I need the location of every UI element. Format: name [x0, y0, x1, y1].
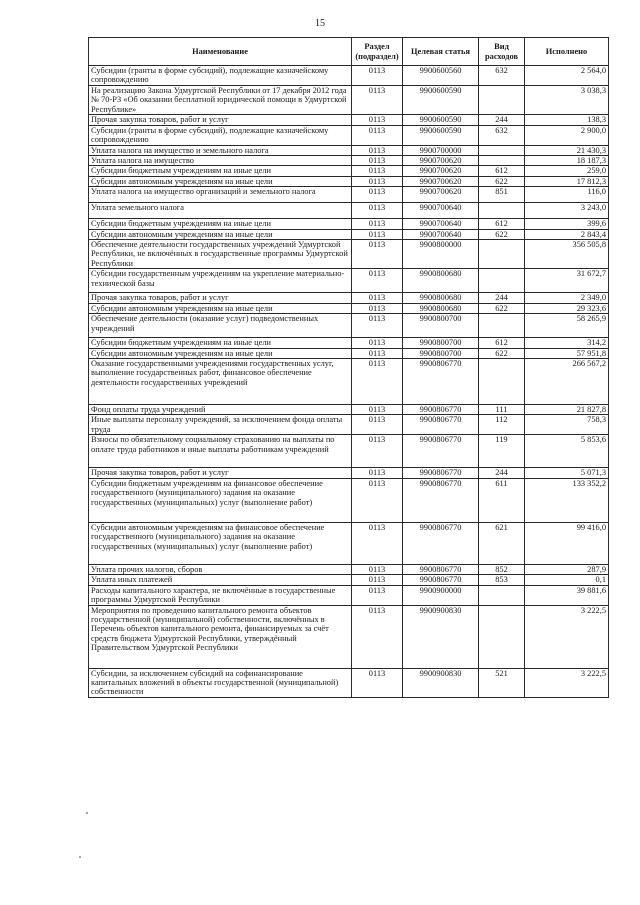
row-expense-type: 632: [479, 125, 525, 145]
row-expense-type: [479, 269, 525, 293]
row-expense-type: 612: [479, 219, 525, 229]
budget-execution-table: [88, 37, 609, 698]
row-section: 0113: [352, 415, 403, 435]
row-target-article: 9900800680: [403, 303, 479, 313]
row-expense-type: 244: [479, 293, 525, 303]
row-target-article: 9900800700: [403, 314, 479, 338]
table-row: [89, 564, 609, 574]
row-name: Уплата земельного налога: [89, 203, 352, 219]
row-expense-type: 622: [479, 348, 525, 358]
row-target-article: 9900806770: [403, 478, 479, 522]
row-name: Прочая закупка товаров, работ и услуг: [89, 115, 352, 125]
row-section: 0113: [352, 219, 403, 229]
table-row: [89, 468, 609, 478]
row-expense-type: 622: [479, 176, 525, 186]
row-expense-type: [479, 240, 525, 269]
row-target-article: 9900700620: [403, 187, 479, 203]
row-name: Субсидии, за исключением субсидий на софинансирование капитальных вложений в объекты государственной (муниципальной) собственности: [89, 668, 352, 697]
table-row: [89, 66, 609, 86]
row-expense-type: 853: [479, 575, 525, 585]
table-row: [89, 156, 609, 166]
row-section: 0113: [352, 176, 403, 186]
row-executed-amount: 58 265,9: [525, 314, 609, 338]
row-section: 0113: [352, 86, 403, 115]
row-expense-type: 632: [479, 66, 525, 86]
row-section: 0113: [352, 240, 403, 269]
row-expense-type: 621: [479, 522, 525, 564]
row-name: Субсидии (гранты в форме субсидий), подлежащие казначейскому сопровождению: [89, 125, 352, 145]
row-section: 0113: [352, 229, 403, 239]
row-executed-amount: 266 567,2: [525, 358, 609, 404]
row-target-article: 9900700640: [403, 229, 479, 239]
row-section: 0113: [352, 156, 403, 166]
row-name: Уплата прочих налогов, сборов: [89, 564, 352, 574]
row-section: 0113: [352, 66, 403, 86]
row-executed-amount: 356 505,8: [525, 240, 609, 269]
row-name: Прочая закупка товаров, работ и услуг: [89, 293, 352, 303]
row-name: Уплата налога на имущество организаций и земельного налога: [89, 187, 352, 203]
row-executed-amount: 138,3: [525, 115, 609, 125]
row-section: 0113: [352, 522, 403, 564]
row-target-article: 9900700620: [403, 166, 479, 176]
row-expense-type: 622: [479, 229, 525, 239]
table-row: [89, 348, 609, 358]
table-row: [89, 293, 609, 303]
table-row: [89, 203, 609, 219]
row-executed-amount: 2 349,0: [525, 293, 609, 303]
table-row: [89, 605, 609, 668]
row-target-article: 9900700640: [403, 219, 479, 229]
row-target-article: 9900806770: [403, 564, 479, 574]
row-target-article: 9900700640: [403, 203, 479, 219]
header-section: Раздел (подраздел): [352, 38, 403, 66]
row-name: Субсидии автономным учреждениям на иные цели: [89, 229, 352, 239]
table-row: [89, 415, 609, 435]
row-expense-type: 244: [479, 468, 525, 478]
row-target-article: 9900806770: [403, 358, 479, 404]
row-section: 0113: [352, 125, 403, 145]
row-expense-type: 119: [479, 435, 525, 468]
table-row: [89, 522, 609, 564]
header-target-article: Целевая статья: [403, 38, 479, 66]
scan-speck: [79, 856, 81, 858]
row-expense-type: 611: [479, 478, 525, 522]
table-row: [89, 176, 609, 186]
row-executed-amount: 29 323,6: [525, 303, 609, 313]
row-executed-amount: 3 243,0: [525, 203, 609, 219]
row-target-article: 9900700620: [403, 176, 479, 186]
row-name: Субсидии (гранты в форме субсидий), подлежащие казначейскому сопровождению: [89, 66, 352, 86]
row-expense-type: 612: [479, 166, 525, 176]
table-row: [89, 575, 609, 585]
row-section: 0113: [352, 203, 403, 219]
row-name: Прочая закупка товаров, работ и услуг: [89, 468, 352, 478]
row-executed-amount: 2 900,0: [525, 125, 609, 145]
row-target-article: 9900806770: [403, 575, 479, 585]
row-executed-amount: 99 416,0: [525, 522, 609, 564]
row-section: 0113: [352, 478, 403, 522]
row-name: Субсидии бюджетным учреждениям на иные цели: [89, 219, 352, 229]
row-expense-type: 851: [479, 187, 525, 203]
row-expense-type: 622: [479, 303, 525, 313]
row-expense-type: [479, 86, 525, 115]
table-body: [89, 66, 609, 698]
row-section: 0113: [352, 435, 403, 468]
row-name: Обеспечение деятельности (оказание услуг) подведомственных учреждений: [89, 314, 352, 338]
row-section: 0113: [352, 314, 403, 338]
row-executed-amount: 21 827,8: [525, 404, 609, 414]
row-target-article: 9900800700: [403, 348, 479, 358]
row-executed-amount: 18 187,3: [525, 156, 609, 166]
row-target-article: 9900900830: [403, 668, 479, 697]
table-row: [89, 187, 609, 203]
row-expense-type: [479, 145, 525, 155]
row-section: 0113: [352, 115, 403, 125]
table-header-row: [89, 38, 609, 66]
row-executed-amount: 3 222,5: [525, 605, 609, 668]
row-executed-amount: 57 951,8: [525, 348, 609, 358]
row-target-article: 9900800680: [403, 293, 479, 303]
row-section: 0113: [352, 358, 403, 404]
row-target-article: 9900700620: [403, 156, 479, 166]
row-executed-amount: 2 564,0: [525, 66, 609, 86]
row-name: Субсидии бюджетным учреждениям на иные цели: [89, 166, 352, 176]
row-target-article: 9900806770: [403, 435, 479, 468]
row-executed-amount: 758,3: [525, 415, 609, 435]
table-row: [89, 668, 609, 697]
row-name: Субсидии автономным учреждениям на иные цели: [89, 303, 352, 313]
row-executed-amount: 2 843,4: [525, 229, 609, 239]
table-row: [89, 314, 609, 338]
row-section: 0113: [352, 404, 403, 414]
row-expense-type: 521: [479, 668, 525, 697]
row-executed-amount: 314,2: [525, 338, 609, 348]
row-expense-type: [479, 605, 525, 668]
row-executed-amount: 0,1: [525, 575, 609, 585]
row-name: Фонд оплаты труда учреждений: [89, 404, 352, 414]
header-expense-type: Вид расходов: [479, 38, 525, 66]
row-target-article: 9900600590: [403, 115, 479, 125]
row-target-article: 9900806770: [403, 404, 479, 414]
table-row: [89, 404, 609, 414]
row-executed-amount: 3 038,3: [525, 86, 609, 115]
row-expense-type: 612: [479, 338, 525, 348]
row-section: 0113: [352, 166, 403, 176]
table-row: [89, 166, 609, 176]
row-section: 0113: [352, 605, 403, 668]
row-expense-type: [479, 314, 525, 338]
row-section: 0113: [352, 145, 403, 155]
table-row: [89, 358, 609, 404]
row-section: 0113: [352, 187, 403, 203]
table-row: [89, 240, 609, 269]
row-name: На реализацию Закона Удмуртской Республики от 17 декабря 2012 года № 70-РЗ «Об оказании бесплатной юридической помощи в Удмуртской Республике»: [89, 86, 352, 115]
row-name: Взносы по обязательному социальному страхованию на выплаты по оплате труда работников и иные выплаты работникам учреждений: [89, 435, 352, 468]
row-target-article: 9900600590: [403, 86, 479, 115]
row-target-article: 9900806770: [403, 415, 479, 435]
table-row: [89, 86, 609, 115]
row-name: Уплата налога на имущество и земельного налога: [89, 145, 352, 155]
row-target-article: 9900806770: [403, 522, 479, 564]
row-expense-type: [479, 203, 525, 219]
row-name: Иные выплаты персоналу учреждений, за исключением фонда оплаты труда: [89, 415, 352, 435]
row-section: 0113: [352, 293, 403, 303]
row-name: Субсидии государственным учреждениям на укрепление материально-технической базы: [89, 269, 352, 293]
row-target-article: 9900600560: [403, 66, 479, 86]
header-name: Наименование: [89, 38, 352, 66]
row-target-article: 9900800700: [403, 338, 479, 348]
row-target-article: 9900700000: [403, 145, 479, 155]
row-executed-amount: 399,6: [525, 219, 609, 229]
row-name: Субсидии автономным учреждениям на финансовое обеспечение государственного (муниципального) задания на оказание государственных (муниципальных) услуг (выполнение работ): [89, 522, 352, 564]
row-name: Уплата налога на имущество: [89, 156, 352, 166]
page-number: 15: [315, 18, 325, 29]
table-row: [89, 435, 609, 468]
row-target-article: 9900806770: [403, 468, 479, 478]
table-row: [89, 478, 609, 522]
row-executed-amount: 31 672,7: [525, 269, 609, 293]
row-target-article: 9900800000: [403, 240, 479, 269]
row-executed-amount: 3 222,5: [525, 668, 609, 697]
row-section: 0113: [352, 468, 403, 478]
row-expense-type: [479, 585, 525, 605]
row-expense-type: [479, 156, 525, 166]
table-row: [89, 145, 609, 155]
table-row: [89, 269, 609, 293]
row-name: Обеспечение деятельности государственных учреждений Удмуртской Республики, не включённых в государственные программы Удмуртской Республики: [89, 240, 352, 269]
row-section: 0113: [352, 585, 403, 605]
row-target-article: 9900900830: [403, 605, 479, 668]
row-executed-amount: 116,0: [525, 187, 609, 203]
row-section: 0113: [352, 269, 403, 293]
table-row: [89, 303, 609, 313]
row-name: Мероприятия по проведению капитального ремонта объектов государственной (муниципальной) собственности, включённых в Перечень объектов капитального ремонта, финансируемых за счёт средств бюджета Удмуртской Республики, утверждённый Правительством Удмуртской Республики: [89, 605, 352, 668]
row-expense-type: 244: [479, 115, 525, 125]
header-executed: Исполнено: [525, 38, 609, 66]
row-expense-type: 111: [479, 404, 525, 414]
row-expense-type: 852: [479, 564, 525, 574]
row-executed-amount: 259,0: [525, 166, 609, 176]
row-expense-type: 112: [479, 415, 525, 435]
row-executed-amount: 133 352,2: [525, 478, 609, 522]
row-executed-amount: 21 430,3: [525, 145, 609, 155]
row-name: Субсидии бюджетным учреждениям на финансовое обеспечение государственного (муниципального) задания на оказание государственных (муниципальных) услуг (выполнение работ): [89, 478, 352, 522]
scan-speck: [86, 812, 88, 814]
row-target-article: 9900600590: [403, 125, 479, 145]
row-executed-amount: 287,9: [525, 564, 609, 574]
row-name: Уплата иных платежей: [89, 575, 352, 585]
row-executed-amount: 5 071,3: [525, 468, 609, 478]
table-row: [89, 125, 609, 145]
row-name: Субсидии автономным учреждениям на иные цели: [89, 176, 352, 186]
row-target-article: 9900800680: [403, 269, 479, 293]
row-executed-amount: 39 881,6: [525, 585, 609, 605]
row-name: Субсидии автономным учреждениям на иные цели: [89, 348, 352, 358]
row-section: 0113: [352, 338, 403, 348]
table-row: [89, 115, 609, 125]
table-row: [89, 229, 609, 239]
table-row: [89, 585, 609, 605]
row-executed-amount: 5 853,6: [525, 435, 609, 468]
table-row: [89, 338, 609, 348]
row-expense-type: [479, 358, 525, 404]
row-section: 0113: [352, 348, 403, 358]
row-section: 0113: [352, 668, 403, 697]
row-section: 0113: [352, 564, 403, 574]
row-section: 0113: [352, 303, 403, 313]
row-target-article: 9900900000: [403, 585, 479, 605]
row-name: Субсидии бюджетным учреждениям на иные цели: [89, 338, 352, 348]
row-section: 0113: [352, 575, 403, 585]
row-executed-amount: 17 812,3: [525, 176, 609, 186]
row-name: Оказание государственными учреждениями государственных услуг, выполнение государственных работ, финансовое обеспечение деятельности государственных учреждений: [89, 358, 352, 404]
table-row: [89, 219, 609, 229]
row-name: Расходы капитального характера, не включённые в государственные программы Удмуртской Республики: [89, 585, 352, 605]
